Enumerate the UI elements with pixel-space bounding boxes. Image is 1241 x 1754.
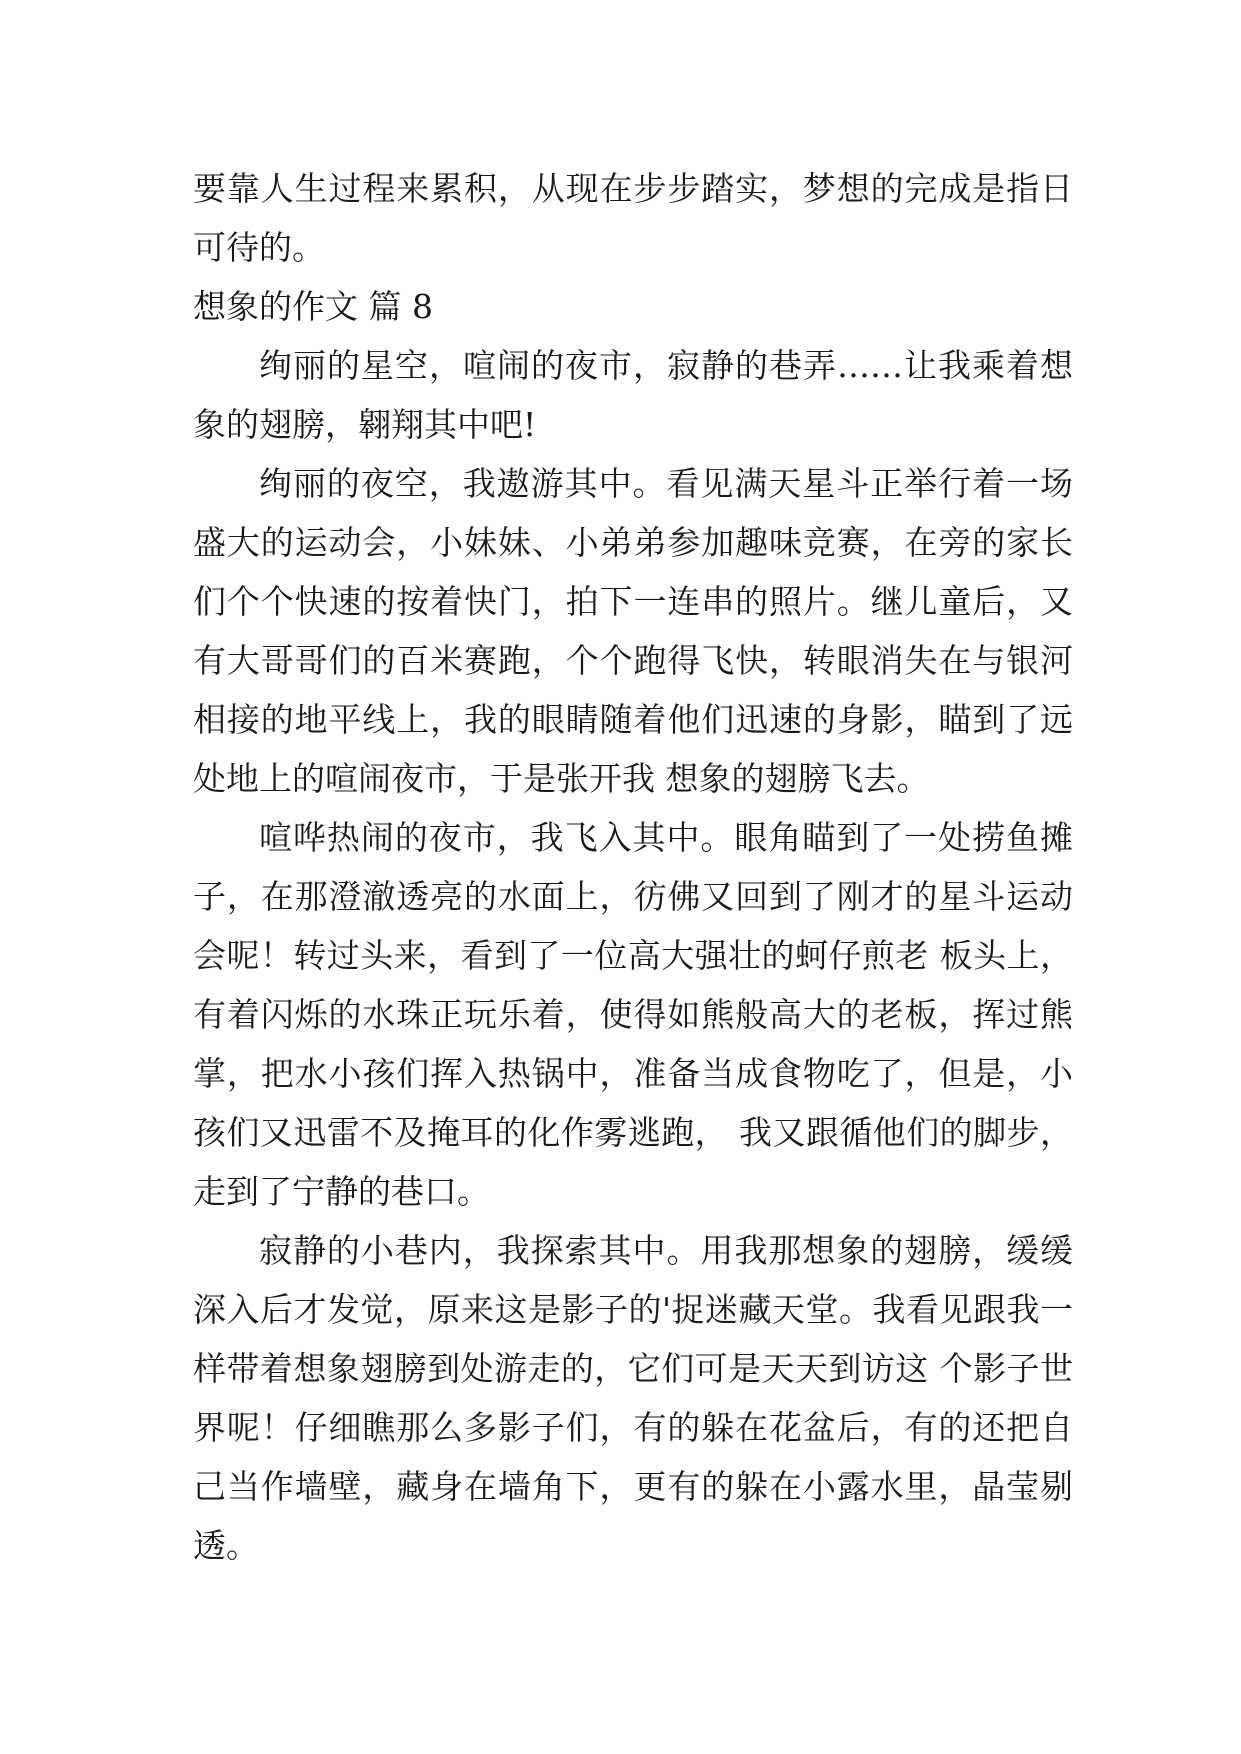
paragraph-1: 绚丽的星空，喧闹的夜市，寂静的巷弄……让我乘着想象的翅膀，翱翔其中吧! [193,346,1073,444]
intro-continuation: 要靠人生过程来累积，从现在步步踏实，梦想的完成是指日可待的。 [193,169,1073,267]
paragraph-2: 绚丽的夜空，我遨游其中。看见满天星斗正举行着一场盛大的运动会，小妹妹、小弟弟参加趣味竞赛，在旁的家长们个个快速的按着快门，拍下一连串的照片。继儿童后，又有大哥哥们的百米赛跑，个个跑得飞快，转眼消失在与银河相接的地平线上，我的眼睛随着他们迅速的身影，瞄到了远处地上的喧闹夜市，于是张开我 想象的翅膀飞去。 [193,464,1073,798]
paragraph-4: 寂静的小巷内，我探索其中。用我那想象的翅膀，缓缓深入后才发觉，原来这是影子的'捉迷藏天堂。我看见跟我一样带着想象翅膀到处游走的，它们可是天天到访这 个影子世界呢！仔细瞧那么多影子们，有的躲在花盆后，有的还把自己当作墙壁，藏身在墙角下，更有的躲在小露水里，晶莹剔透。 [193,1231,1073,1565]
section-heading: 想象的作文 篇 8 [193,287,433,326]
paragraph-3: 喧哗热闹的夜市，我飞入其中。眼角瞄到了一处捞鱼摊子，在那澄澈透亮的水面上，彷佛又回到了刚才的星斗运动会呢！转过头来，看到了一位高大强壮的蚵仔煎老 板头上，有着闪烁的水珠正玩乐着，使得如熊般高大的老板，挥过熊掌，把水小孩们挥入热锅中，准备当成食物吃了，但是，小孩们又迅雷不及掩耳的化作雾逃跑， 我又跟循他们的脚步，走到了宁静的巷口。 [193,818,1073,1211]
document-body [193,159,1073,1575]
